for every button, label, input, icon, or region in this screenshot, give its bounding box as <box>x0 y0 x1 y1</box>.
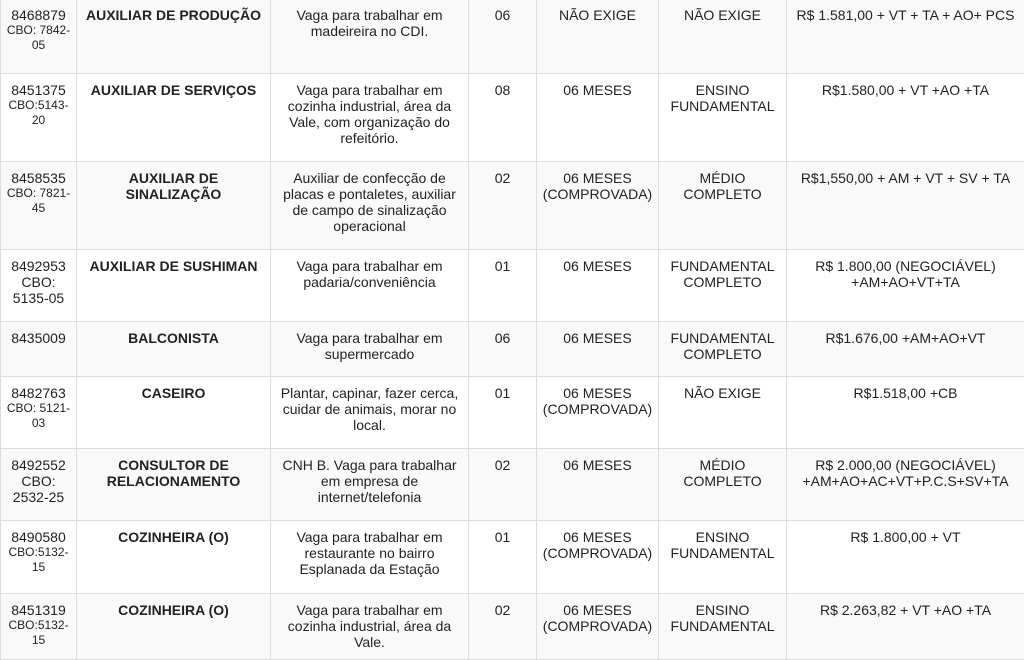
job-code: 8468879 <box>11 7 66 23</box>
job-code: 8458535 <box>11 170 66 186</box>
vacancies-count: 02 <box>469 594 537 660</box>
job-code-cell <box>1 162 77 250</box>
salary-benefits: R$1.518,00 +CB <box>787 377 1024 449</box>
salary-benefits: R$ 1.581,00 + VT + TA + AO+ PCS <box>787 0 1024 74</box>
salary-benefits: R$ 1.800,00 + VT <box>787 521 1024 594</box>
job-description: Vaga para trabalhar em cozinha industrial, área da Vale. <box>271 594 469 660</box>
salary-benefits: R$1.676,00 +AM+AO+VT <box>787 322 1024 377</box>
job-description: Auxiliar de confecção de placas e pontaletes, auxiliar de campo de sinalização operacional <box>271 162 469 250</box>
salary-benefits: R$ 2.263,82 + VT +AO +TA <box>787 594 1024 660</box>
job-description: Vaga para trabalhar em cozinha industrial, área da Vale, com organização do refeitório. <box>271 74 469 162</box>
job-description: Vaga para trabalhar em restaurante no bairro Esplanada da Estação <box>271 521 469 594</box>
education-required: ENSINO FUNDAMENTAL <box>659 74 787 162</box>
vacancies-count: 06 <box>469 0 537 74</box>
experience-required: 06 MESES (COMPROVADA) <box>537 594 659 660</box>
job-code-cell <box>1 594 77 660</box>
job-code-cell <box>1 322 77 377</box>
table-row <box>1 377 1024 449</box>
education-required: FUNDAMENTAL COMPLETO <box>659 250 787 322</box>
job-title: CONSULTOR DE RELACIONAMENTO <box>77 449 271 521</box>
cbo-code: CBO: 5121-03 <box>5 401 72 431</box>
job-title: COZINHEIRA (O) <box>77 521 271 594</box>
education-required: NÃO EXIGE <box>659 377 787 449</box>
job-code-cell <box>1 521 77 594</box>
job-description: Vaga para trabalhar em supermercado <box>271 322 469 377</box>
table-row <box>1 449 1024 521</box>
job-code: 8451319 <box>11 602 66 618</box>
salary-benefits: R$ 2.000,00 (NEGOCIÁVEL) +AM+AO+AC+VT+P.C.S+SV+TA <box>787 449 1024 521</box>
job-code: 8451375 <box>11 82 66 98</box>
experience-required: NÃO EXIGE <box>537 0 659 74</box>
job-title: AUXILIAR DE SUSHIMAN <box>77 250 271 322</box>
education-required: FUNDAMENTAL COMPLETO <box>659 322 787 377</box>
job-description: Plantar, capinar, fazer cerca, cuidar de animais, morar no local. <box>271 377 469 449</box>
vacancies-count: 06 <box>469 322 537 377</box>
experience-required: 06 MESES <box>537 322 659 377</box>
job-title: AUXILIAR DE SERVIÇOS <box>77 74 271 162</box>
job-code-cell <box>1 0 77 74</box>
job-code: 8492953 <box>11 258 66 274</box>
table-row <box>1 521 1024 594</box>
experience-required: 06 MESES <box>537 74 659 162</box>
vacancies-count: 02 <box>469 162 537 250</box>
table-row <box>1 74 1024 162</box>
salary-benefits: R$1.580,00 + VT +AO +TA <box>787 74 1024 162</box>
experience-required: 06 MESES <box>537 449 659 521</box>
job-code-cell <box>1 377 77 449</box>
job-title: COZINHEIRA (O) <box>77 594 271 660</box>
salary-benefits: R$ 1.800,00 (NEGOCIÁVEL) +AM+AO+VT+TA <box>787 250 1024 322</box>
cbo-code: CBO:5132-15 <box>5 618 72 648</box>
job-title: CASEIRO <box>77 377 271 449</box>
education-required: NÃO EXIGE <box>659 0 787 74</box>
job-code-cell <box>1 74 77 162</box>
cbo-code: CBO:5143-20 <box>5 98 72 128</box>
job-description: Vaga para trabalhar em padaria/conveniência <box>271 250 469 322</box>
job-title: AUXILIAR DE SINALIZAÇÃO <box>77 162 271 250</box>
job-description: CNH B. Vaga para trabalhar em empresa de internet/telefonia <box>271 449 469 521</box>
cbo-code: CBO: 7821-45 <box>5 186 72 216</box>
cbo-code: CBO: 7842-05 <box>5 23 72 53</box>
job-code: 8490580 <box>11 529 66 545</box>
vacancies-count: 01 <box>469 377 537 449</box>
salary-benefits: R$1,550,00 + AM + VT + SV + TA <box>787 162 1024 250</box>
job-code-cell <box>1 449 77 521</box>
job-code: 8435009 <box>11 330 66 346</box>
job-code: 8482763 <box>11 385 66 401</box>
job-title: BALCONISTA <box>77 322 271 377</box>
vacancies-count: 01 <box>469 250 537 322</box>
job-code: 8492552 <box>11 457 66 473</box>
experience-required: 06 MESES (COMPROVADA) <box>537 377 659 449</box>
job-code-cell <box>1 250 77 322</box>
table-row <box>1 594 1024 660</box>
job-description: Vaga para trabalhar em madeireira no CDI. <box>271 0 469 74</box>
cbo-code: CBO:5132-15 <box>5 545 72 575</box>
table-row <box>1 0 1024 74</box>
education-required: ENSINO FUNDAMENTAL <box>659 521 787 594</box>
vacancies-count: 01 <box>469 521 537 594</box>
table-row <box>1 250 1024 322</box>
education-required: MÉDIO COMPLETO <box>659 162 787 250</box>
cbo-code: CBO: 5135-05 <box>5 274 72 306</box>
experience-required: 06 MESES (COMPROVADA) <box>537 162 659 250</box>
job-title: AUXILIAR DE PRODUÇÃO <box>77 0 271 74</box>
cbo-code: CBO: 2532-25 <box>5 473 72 505</box>
table-row <box>1 322 1024 377</box>
education-required: ENSINO FUNDAMENTAL <box>659 594 787 660</box>
experience-required: 06 MESES (COMPROVADA) <box>537 521 659 594</box>
table-row <box>1 162 1024 250</box>
experience-required: 06 MESES <box>537 250 659 322</box>
education-required: MÉDIO COMPLETO <box>659 449 787 521</box>
vacancies-count: 08 <box>469 74 537 162</box>
vacancies-count: 02 <box>469 449 537 521</box>
